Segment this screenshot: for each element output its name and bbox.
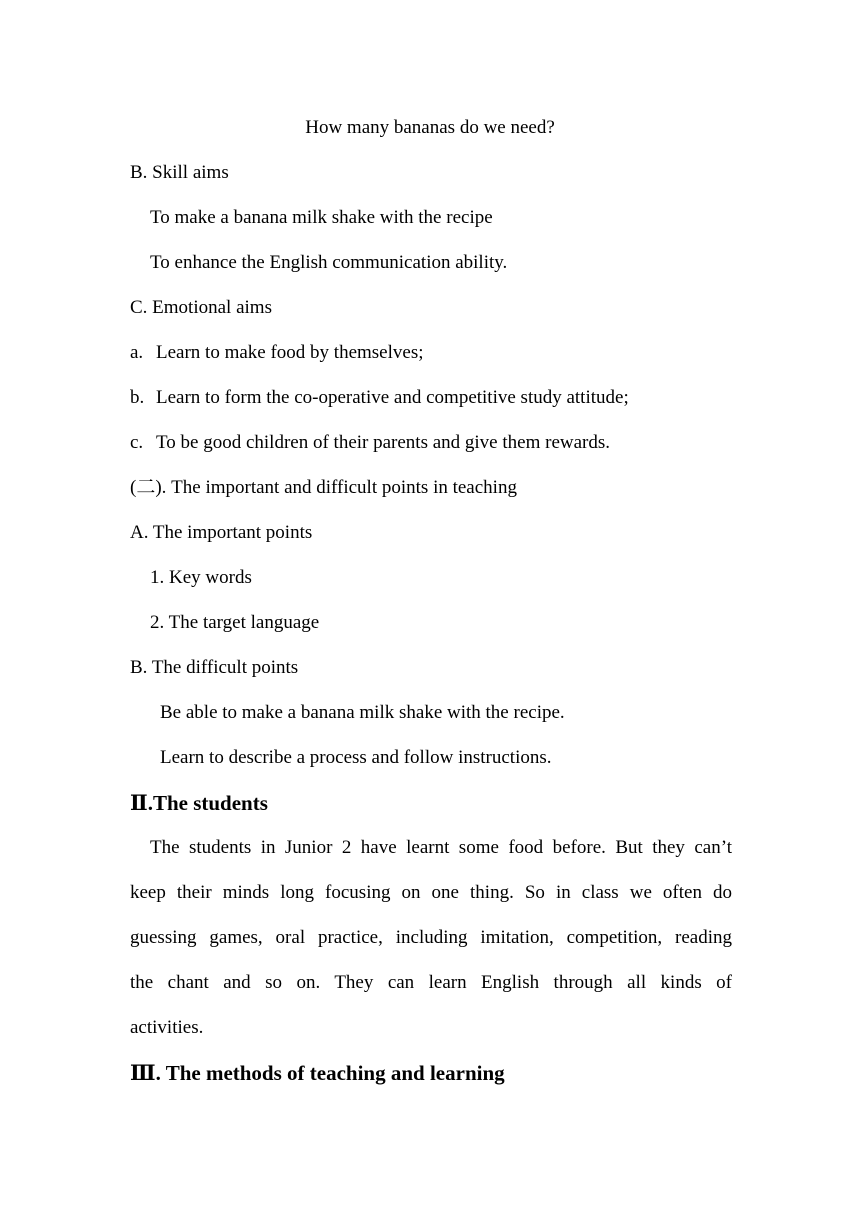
difficult-points-heading: B. The difficult points: [130, 657, 299, 678]
list-item-text: Learn to form the co-operative and competitive study attitude;: [156, 387, 629, 408]
emotional-aims-heading: C. Emotional aims: [130, 297, 272, 318]
important-point-item: 1. Key words: [150, 567, 252, 588]
points-heading: (二). The important and difficult points in teaching: [130, 477, 517, 498]
paragraph-line: the chant and so on. They can learn English through all kinds of: [130, 972, 732, 993]
list-marker: b.: [130, 387, 145, 408]
important-point-item: 2. The target language: [150, 612, 320, 633]
paragraph-line: keep their minds long focusing on one thing. So in class we often do: [130, 882, 732, 903]
list-item-text: Learn to make food by themselves;: [156, 342, 424, 363]
difficult-point-line: Learn to describe a process and follow instructions.: [160, 747, 552, 768]
difficult-point-line: Be able to make a banana milk shake with the recipe.: [160, 702, 565, 723]
paragraph-line: guessing games, oral practice, including imitation, competition, reading: [130, 927, 732, 948]
important-points-heading: A. The important points: [130, 522, 313, 543]
skill-aim-line: To enhance the English communication ability.: [150, 252, 508, 273]
lesson-title: How many bananas do we need?: [305, 117, 555, 138]
students-section-heading: Ⅱ.The students: [130, 791, 268, 815]
paragraph-line: activities.: [130, 1017, 204, 1038]
list-marker: a.: [130, 342, 144, 363]
methods-section-heading: Ⅲ. The methods of teaching and learning: [130, 1061, 505, 1085]
paragraph-line: The students in Junior 2 have learnt some food before. But they can’t: [150, 837, 732, 858]
skill-aim-line: To make a banana milk shake with the recipe: [150, 207, 493, 228]
skill-aims-heading: B. Skill aims: [130, 162, 229, 183]
list-item-text: To be good children of their parents and give them rewards.: [156, 432, 610, 453]
list-marker: c.: [130, 432, 144, 453]
